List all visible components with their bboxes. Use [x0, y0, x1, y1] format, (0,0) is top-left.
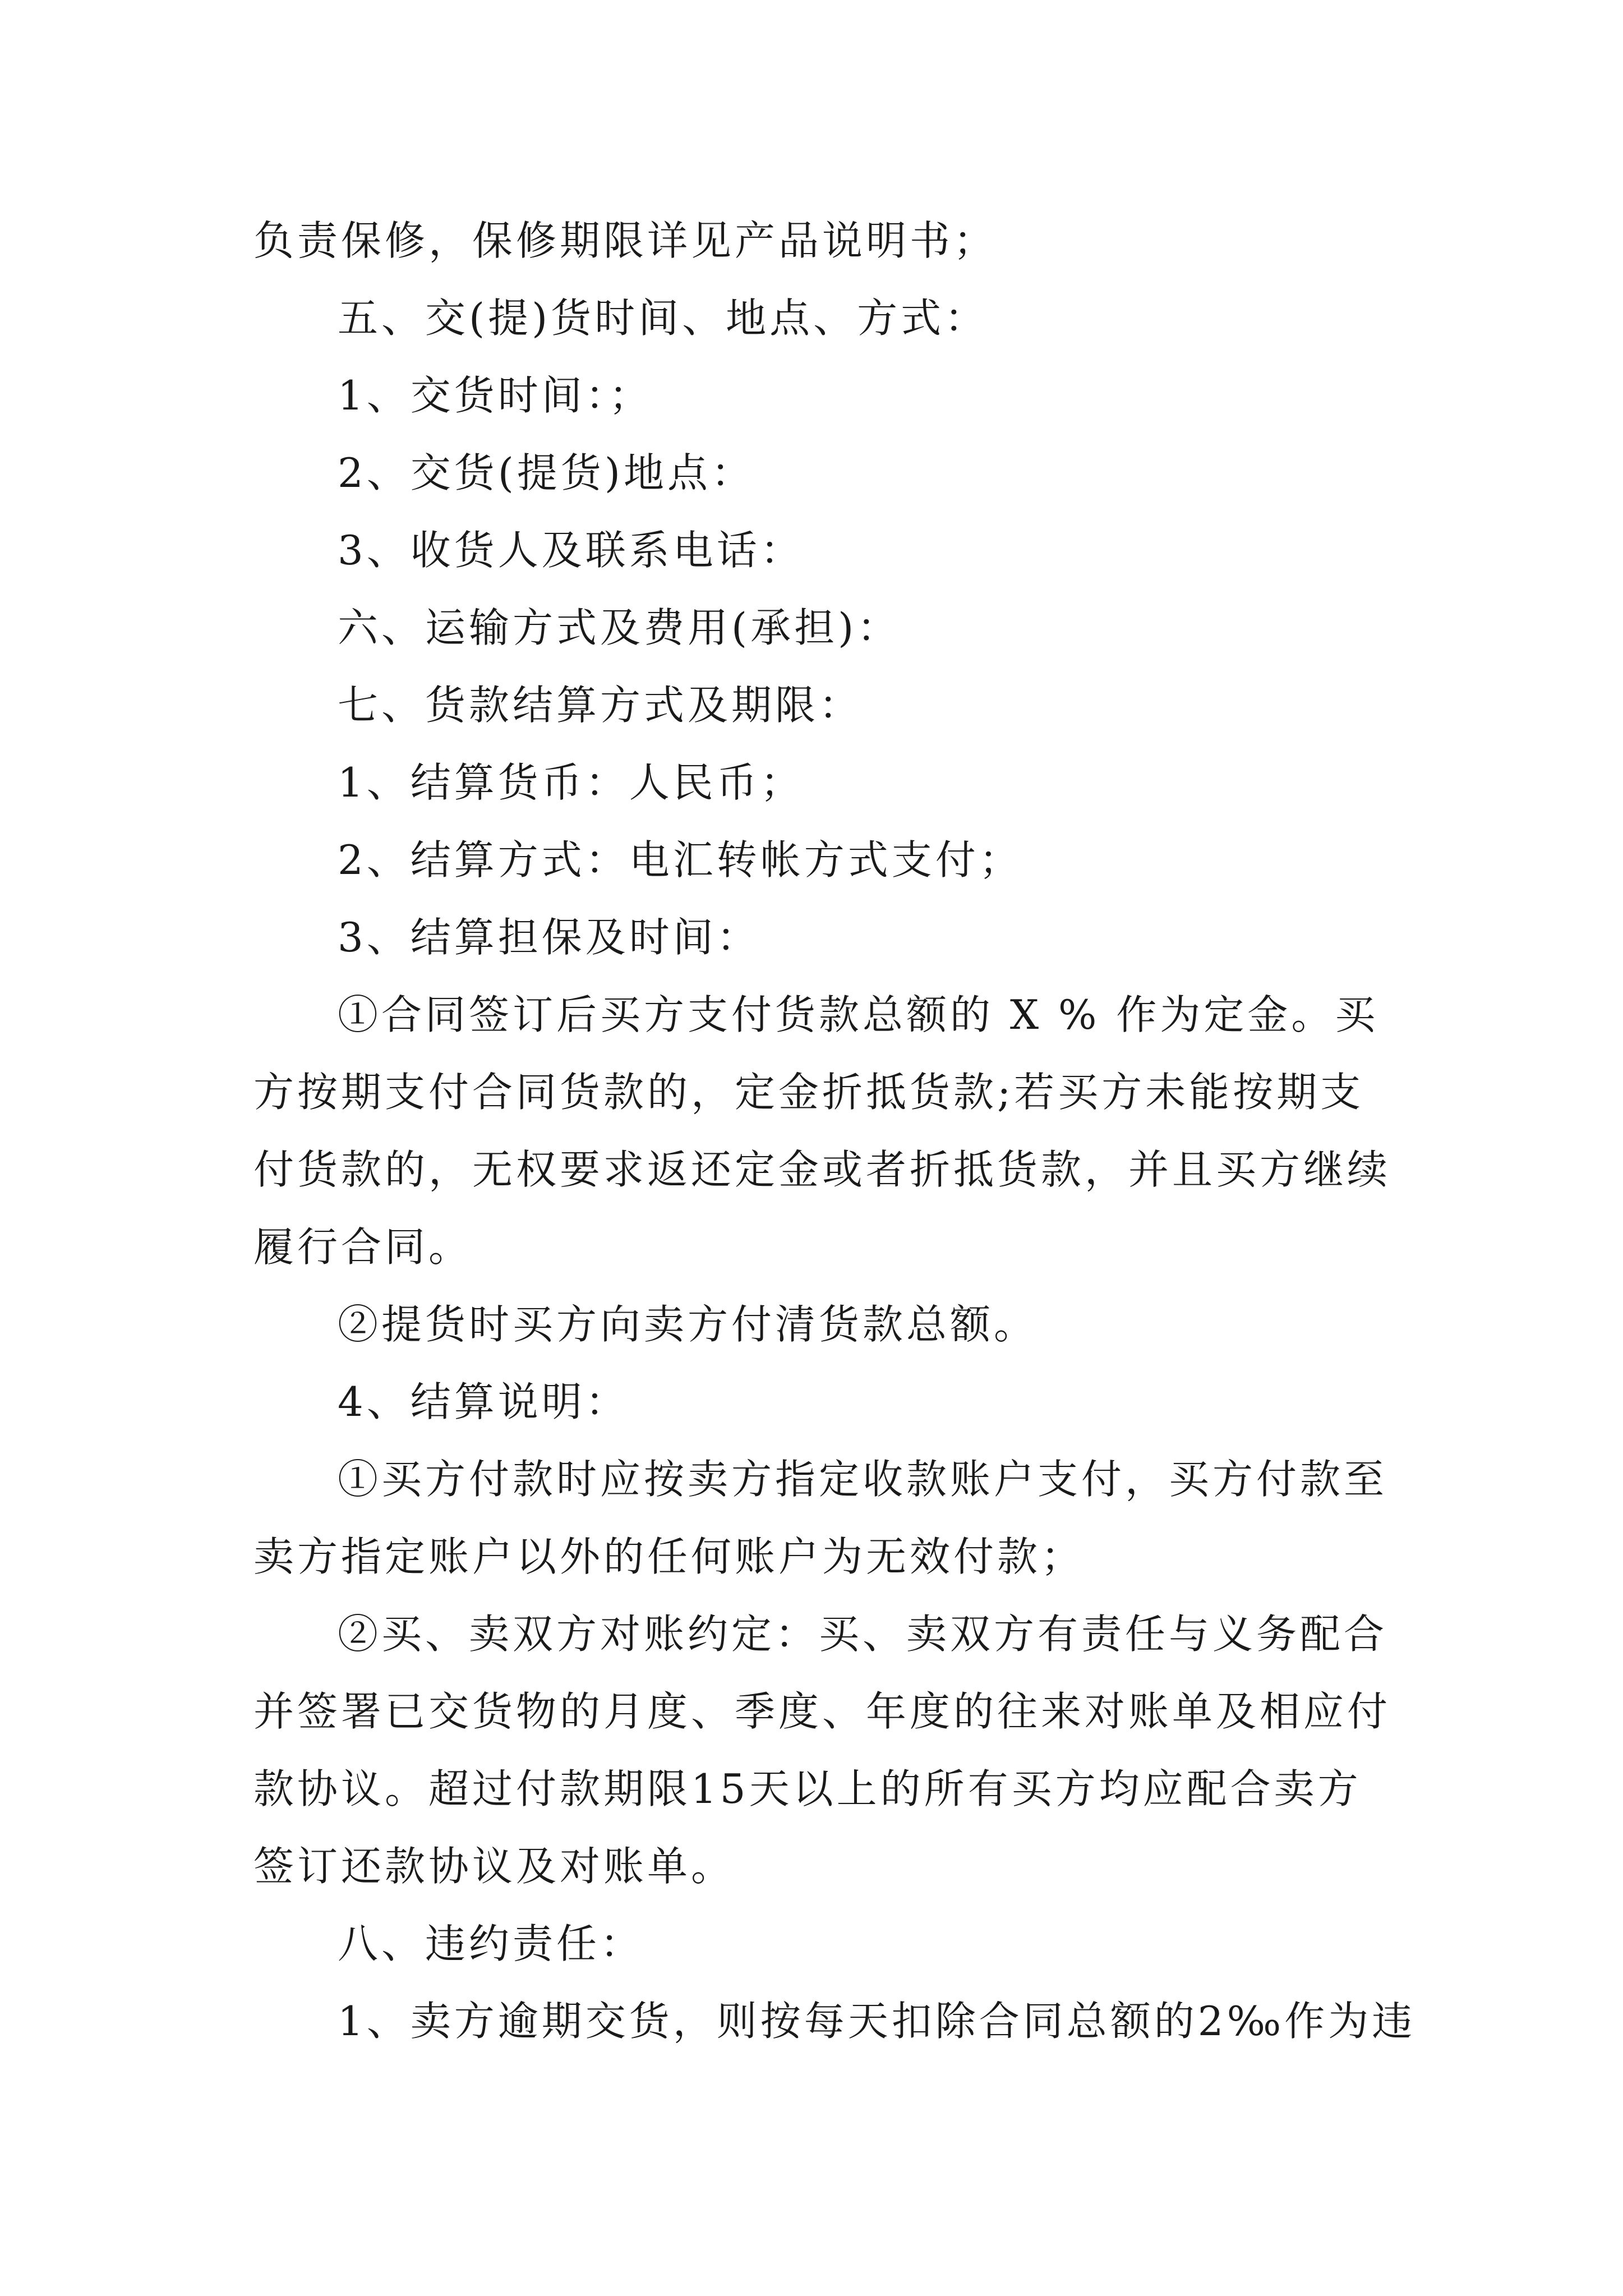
heading-payment-settlement: 七、货款结算方式及期限： [338, 682, 863, 729]
item-consignee-contact: 3、收货人及联系电话： [338, 527, 804, 574]
clause-full-payment: ②提货时买方向卖方付清货款总额。 [338, 1301, 1038, 1348]
item-delivery-location: 2、交货(提货)地点： [338, 449, 755, 496]
item-settlement-notes: 4、结算说明： [338, 1378, 629, 1425]
item-settlement-method: 2、结算方式：电汇转帐方式支付； [338, 836, 1023, 884]
clause-late-delivery: 1、卖方逾期交货，则按每天扣除合同总额的2‰作为违 [338, 1998, 1416, 2045]
paragraph-warranty-continuation: 负责保修，保修期限详见产品说明书； [253, 217, 998, 264]
item-settlement-currency: 1、结算货币：人民币； [338, 759, 804, 806]
heading-delivery-time-place-method: 五、交(提)货时间、地点、方式： [338, 295, 989, 342]
clause-reconciliation: ②买、卖双方对账约定：买、卖双方有责任与义务配合并签署已交货物的月度、季度、年度的往来对账单及相应付款协议。超过付款期限15天以上的所有买方均应配合卖方签订还款协议及对账单。 [253, 1611, 1391, 1890]
item-delivery-time: 1、交货时间：； [338, 372, 653, 419]
item-settlement-guarantee: 3、结算担保及时间： [338, 914, 760, 961]
clause-deposit: ①合同签订后买方支付货款总额的 X % 作为定金。买方按期支付合同货款的，定金折抵货款;若买方未能按期支付货款的，无权要求返还定金或者折抵货款，并且买方继续履行合同。 [253, 991, 1391, 1271]
document-body [253, 202, 1416, 2060]
heading-transport-cost: 六、运输方式及费用(承担)： [338, 604, 901, 651]
clause-designated-account: ①买方付款时应按卖方指定收款账户支付，买方付款至卖方指定账户以外的任何账户为无效付款； [253, 1456, 1388, 1580]
heading-breach-liability: 八、违约责任： [338, 1920, 644, 1967]
